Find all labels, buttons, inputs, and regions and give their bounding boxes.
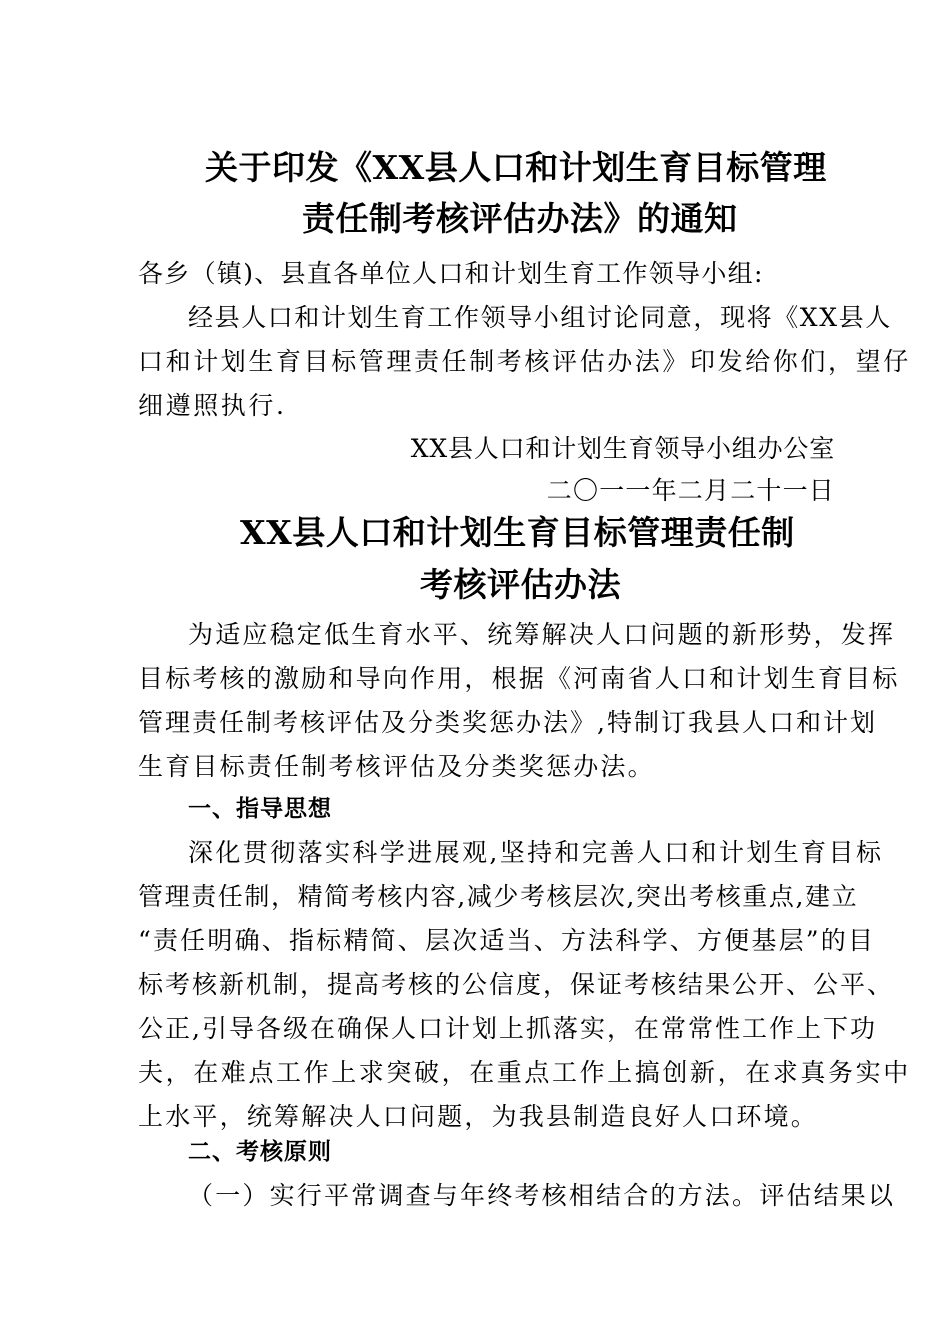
- notice-title-line-1: 关于印发《XX县人口和计划生育目标管理: [205, 148, 827, 187]
- section1-line: 管理责任制，精简考核内容,减少考核层次,突出考核重点,建立: [138, 882, 859, 911]
- section-heading-guiding-ideology: 一、指导思想: [188, 796, 332, 822]
- notice-body-line: 口和计划生育目标管理责任制考核评估办法》印发给你们，望仔: [138, 347, 911, 376]
- intro-line: 目标考核的激励和导向作用，根据《河南省人口和计划生育目标: [138, 664, 900, 693]
- notice-title-line-2: 责任制考核评估办法》的通知: [302, 199, 738, 238]
- intro-line: 生育目标责任制考核评估及分类奖惩办法。: [138, 752, 655, 781]
- section1-line: 深化贯彻落实科学进展观,坚持和完善人口和计划生育目标: [188, 838, 884, 867]
- intro-line: 管理责任制考核评估及分类奖惩办法》,特制订我县人口和计划: [138, 708, 877, 737]
- section1-line: 上水平，统筹解决人口问题，为我县制造良好人口环境。: [138, 1102, 819, 1131]
- intro-line: 为适应稳定低生育水平、统筹解决人口问题的新形势，发挥: [188, 620, 896, 649]
- notice-addressee: 各乡（镇)、县直各单位人口和计划生育工作领导小组:: [138, 259, 764, 288]
- section1-line: “责任明确、指标精简、层次适当、方法科学、方便基层”的目: [138, 926, 876, 955]
- measures-title-line-2: 考核评估办法: [420, 565, 621, 604]
- section-heading-assessment-principles: 二、考核原则: [188, 1139, 332, 1165]
- measures-title-line-1: XX县人口和计划生育目标管理责任制: [240, 513, 795, 552]
- notice-date: 二〇一一年二月二十一日: [546, 476, 835, 505]
- section1-line: 公正,引导各级在确保人口计划上抓落实，在常常性工作上下功: [138, 1014, 877, 1043]
- section2-line: （一）实行平常调查与年终考核相结合的方法。评估结果以: [188, 1181, 896, 1210]
- section1-line: 标考核新机制，提高考核的公信度，保证考核结果公开、公平、: [138, 970, 895, 999]
- notice-issuer: XX县人口和计划生育领导小组办公室: [410, 434, 835, 463]
- section1-line: 夫，在难点工作上求突破，在重点工作上搞创新，在求真务实中: [138, 1058, 911, 1087]
- notice-body-line: 细遵照执行.: [138, 391, 287, 420]
- notice-body-line: 经县人口和计划生育工作领导小组讨论同意，现将《XX县人: [188, 303, 892, 332]
